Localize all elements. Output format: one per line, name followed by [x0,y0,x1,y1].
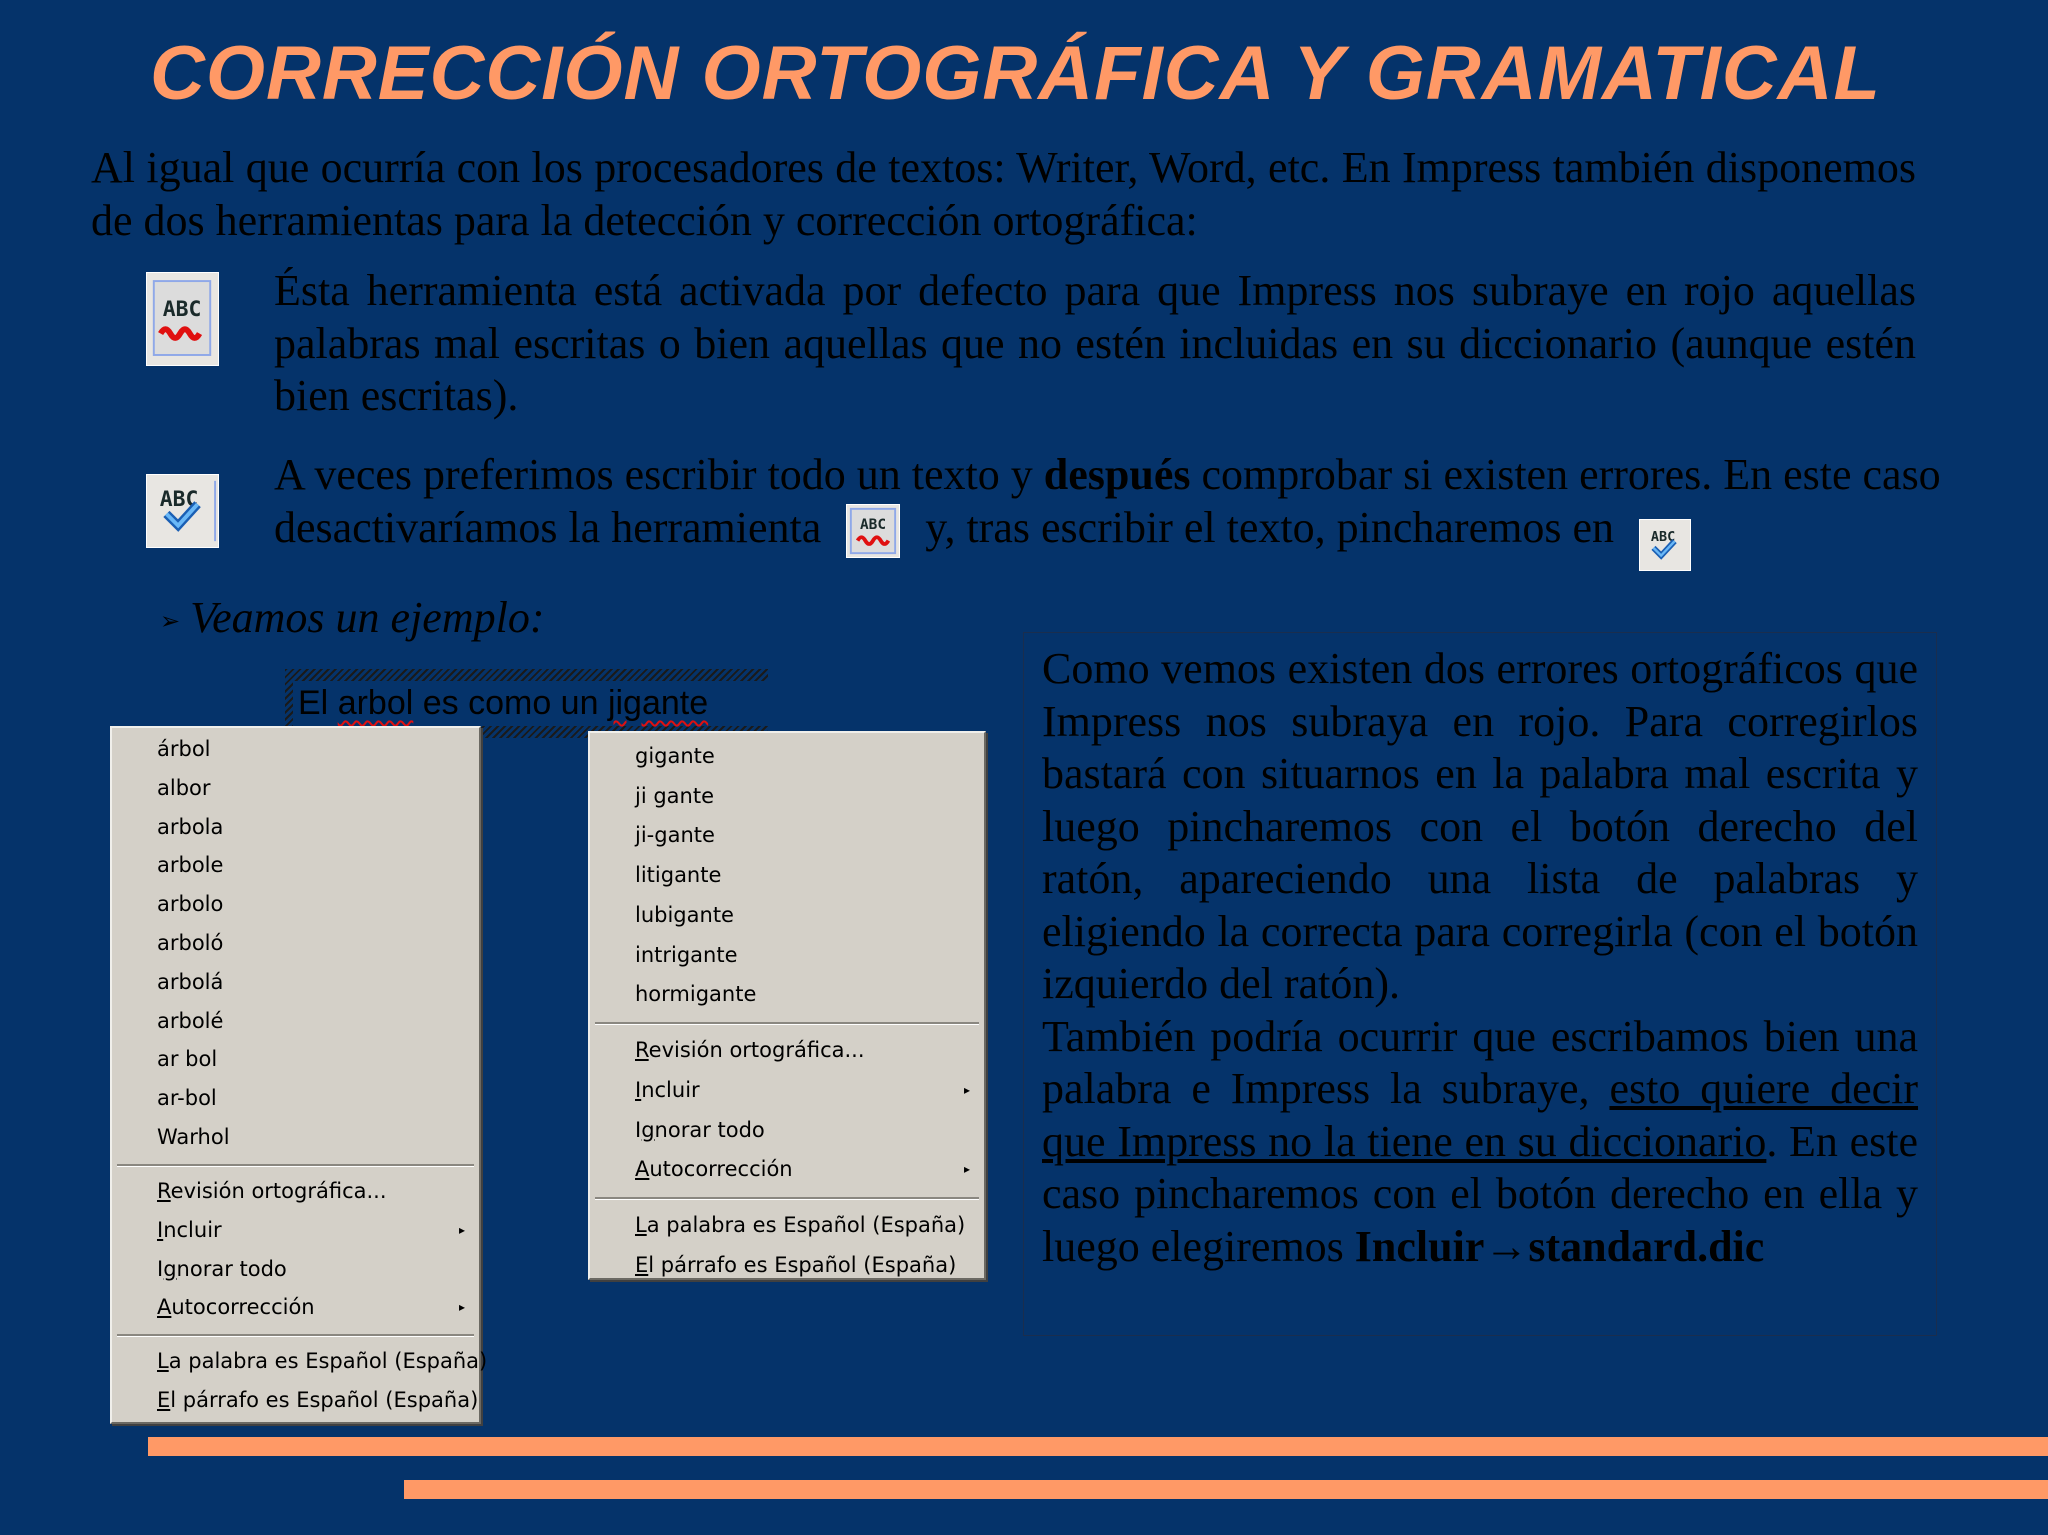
explanation-bold: Incluir→standard.dic [1354,1221,1765,1271]
menu-item-action[interactable] [157,1215,471,1245]
menu-item-label: Ignorar todo [635,1117,765,1142]
svg-text:ABC: ABC [162,297,202,323]
menu-item-label: árbol [157,737,211,761]
menu-item-suggestion[interactable] [635,741,976,771]
menu-item-action[interactable] [157,1254,471,1284]
menu-item-label: ar-bol [157,1086,217,1111]
spellcheck-description [274,449,2034,554]
menu-item-label: ji-gante [635,823,715,848]
decorative-bar [148,1437,2048,1456]
sample-word: es como un [413,684,608,722]
inline-abc-red-wave-icon [846,504,900,558]
menu-item-label: Autocorrección [635,1157,793,1182]
menu-item-action[interactable] [635,1115,976,1145]
submenu-arrow-icon: ▸ [458,1222,465,1237]
menu-item-label: ji gante [635,783,715,808]
slide-title: CORRECCIÓN ORTOGRÁFICA Y GRAMATICAL [150,31,1881,116]
menu-item-label: Ignorar todo [157,1256,287,1281]
explanation-text [1042,643,1918,1273]
menu-item-label: ar bol [157,1047,218,1072]
explanation-p2-cont: . En este caso pincharemos con el botón derecho en ella y luego elegiremos [1042,1116,1918,1271]
sample-text [298,681,708,725]
menu-item-label: La palabra es Español (España) [635,1213,966,1238]
explanation-p2: También podría ocurrir que escribamos bien una palabra e Impress la subraye, [1042,1011,1918,1113]
menu-item-label: arbolá [157,969,224,994]
auto-spellcheck-description: Ésta herramienta está activada por defecto para que Impress nos subraye en rojo aquellas palabras mal escritas o bien aquellas que no estén incluidas en su diccionario (aunque estén bien escritas). [274,266,1916,420]
p3-text: y, tras escribir el texto, pincharemos en [914,502,1625,552]
menu-item-language[interactable] [157,1346,488,1376]
menu-item-suggestion[interactable] [157,889,471,919]
example-bullet [160,592,544,643]
menu-item-suggestion[interactable] [157,1044,471,1074]
menu-item-label: arbolo [157,892,224,917]
p3-text: A veces preferimos escribir todo un texto y [274,450,1044,499]
menu-item-suggestion[interactable] [635,979,976,1009]
explanation-underlined: esto quiere decir que Impress no la tiene en su diccionario [1042,1064,1919,1166]
submenu-arrow-icon: ▸ [458,1300,465,1315]
decorative-bar [404,1480,2048,1499]
menu-separator [595,1022,979,1025]
menu-item-label: gigante [635,744,715,768]
svg-text:ABC: ABC [860,517,887,534]
menu-item-suggestion[interactable] [157,1122,471,1152]
auto-spellcheck-abc-red-wave-icon [146,272,219,366]
p3-bold: después [1043,450,1191,499]
menu-item-label: intrigante [635,942,738,967]
menu-item-label: lubigante [635,902,734,927]
context-menu-arbol [110,726,488,1424]
menu-item-action[interactable] [157,1176,471,1206]
spellcheck-abc-check-icon [146,474,219,548]
menu-item-label: Revisión ortográfica... [157,1179,387,1203]
menu-item-label: Incluir [635,1077,700,1102]
submenu-arrow-icon: ▸ [963,1082,970,1097]
menu-item-suggestion[interactable] [157,734,471,764]
menu-item-label: litigante [635,863,722,888]
menu-item-language[interactable] [157,1385,479,1415]
menu-item-suggestion[interactable] [635,781,976,811]
menu-item-suggestion[interactable] [157,967,471,997]
menu-item-suggestion[interactable] [157,812,471,842]
svg-text:ABC: ABC [159,487,199,513]
context-menu-jigante [588,731,986,1280]
menu-item-action[interactable] [635,1154,976,1184]
menu-item-suggestion[interactable] [635,860,976,890]
menu-item-suggestion[interactable] [157,773,471,803]
menu-item-label: El párrafo es Español (España) [157,1388,479,1413]
menu-separator [595,1197,979,1200]
menu-item-label: arbole [157,853,224,878]
menu-item-suggestion[interactable] [635,900,976,930]
menu-item-suggestion[interactable] [157,928,471,958]
menu-item-label: Revisión ortográfica... [635,1038,865,1063]
menu-item-label: hormigante [635,982,757,1007]
menu-item-language[interactable] [635,1210,976,1240]
sample-word: El [298,684,338,722]
menu-item-label: arbolé [157,1008,224,1033]
menu-item-label: arbola [157,814,224,839]
menu-item-label: arboló [157,931,224,955]
bullet-arrow-icon: ➢ [160,609,181,636]
misspelled-word[interactable]: arbol [337,684,414,722]
menu-item-label: Warhol [157,1125,230,1149]
svg-text:ABC: ABC [1650,530,1676,546]
submenu-arrow-icon: ▸ [963,1162,970,1177]
menu-item-action[interactable] [157,1292,471,1322]
p3-text: comprobar si existen errores. En este caso desactivaríamos la herramienta [274,450,1941,552]
menu-item-label: Autocorrección [157,1295,315,1320]
bullet-text: Veamos un ejemplo: [190,593,545,642]
menu-item-language[interactable] [635,1250,976,1280]
menu-item-suggestion[interactable] [157,1006,471,1036]
menu-separator [117,1334,474,1337]
menu-item-suggestion[interactable] [635,940,976,970]
explanation-p1: Como vemos existen dos errores ortográficos que Impress nos subraya en rojo. Para corregirlos bastará con situarnos en la palabra mal escrita y luego pincharemos con el botón derecho del ratón, apareciendo una lista de palabras y eligiendo la correcta para corregirla (con el botón izquierdo del ratón). [1042,644,1918,1008]
menu-item-suggestion[interactable] [157,1083,471,1113]
menu-item-action[interactable] [635,1035,976,1065]
menu-item-action[interactable] [635,1075,976,1105]
menu-item-suggestion[interactable] [157,850,471,880]
menu-item-label: La palabra es Español (España) [157,1349,488,1374]
menu-item-label: Incluir [157,1217,222,1242]
menu-separator [117,1164,474,1167]
explanation-box [1023,632,1937,1336]
inline-abc-check-icon [1639,519,1691,571]
menu-item-suggestion[interactable] [635,820,976,850]
intro-paragraph: Al igual que ocurría con los procesadores de textos: Writer, Word, etc. En Impress también disponemos de dos herramientas para la detección y corrección ortográfica: [91,143,1916,245]
misspelled-word[interactable]: jigante [607,684,709,722]
menu-item-label: El párrafo es Español (España) [635,1253,957,1277]
menu-item-label: albor [157,775,211,800]
